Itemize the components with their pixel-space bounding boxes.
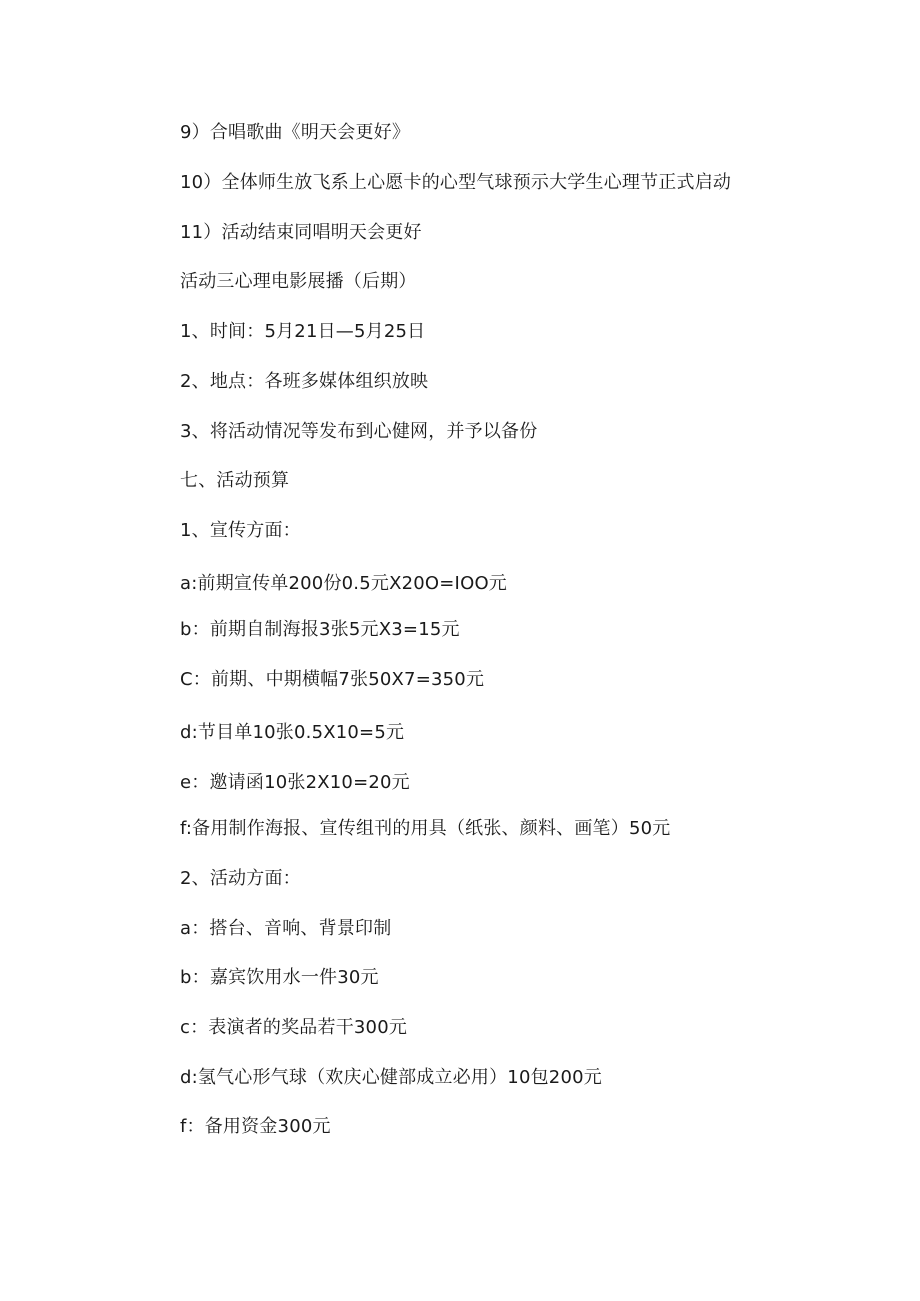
text-line: 1、时间：5月21日—5月25日 <box>180 321 426 342</box>
section-heading: 七、活动预算 <box>180 470 290 491</box>
budget-item: b：前期自制海报3张5元X3=15元 <box>180 619 460 640</box>
budget-item: d:氢气心形气球（欢庆心健部成立必用）10包200元 <box>180 1067 602 1088</box>
budget-item: a:前期宣传单200份0.5元X20O=IOO元 <box>180 573 508 594</box>
budget-item: a：搭台、音响、背景印制 <box>180 918 392 939</box>
subsection-heading: 2、活动方面： <box>180 868 301 889</box>
budget-item: e：邀请函10张2X10=20元 <box>180 772 410 793</box>
section-heading: 活动三心理电影展播（后期） <box>180 271 417 292</box>
text-line: 3、将活动情况等发布到心健网，并予以备份 <box>180 421 538 442</box>
budget-item: C：前期、中期横幅7张50X7=350元 <box>180 669 485 690</box>
budget-item: f：备用资金300元 <box>180 1116 331 1137</box>
budget-item: f:备用制作海报、宣传组刊的用具（纸张、颜料、画笔）50元 <box>180 818 671 839</box>
subsection-heading: 1、宣传方面： <box>180 520 301 541</box>
budget-item: d:节目单10张0.5X10=5元 <box>180 722 405 743</box>
text-line: 9）合唱歌曲《明天会更好》 <box>180 122 411 143</box>
budget-item: c：表演者的奖品若干300元 <box>180 1017 408 1038</box>
text-line: 10）全体师生放飞系上心愿卡的心型气球预示大学生心理节正式启动 <box>180 172 732 193</box>
budget-item: b：嘉宾饮用水一件30元 <box>180 967 379 988</box>
text-line: 2、地点：各班多媒体组织放映 <box>180 371 429 392</box>
text-line: 11）活动结束同唱明天会更好 <box>180 222 422 243</box>
